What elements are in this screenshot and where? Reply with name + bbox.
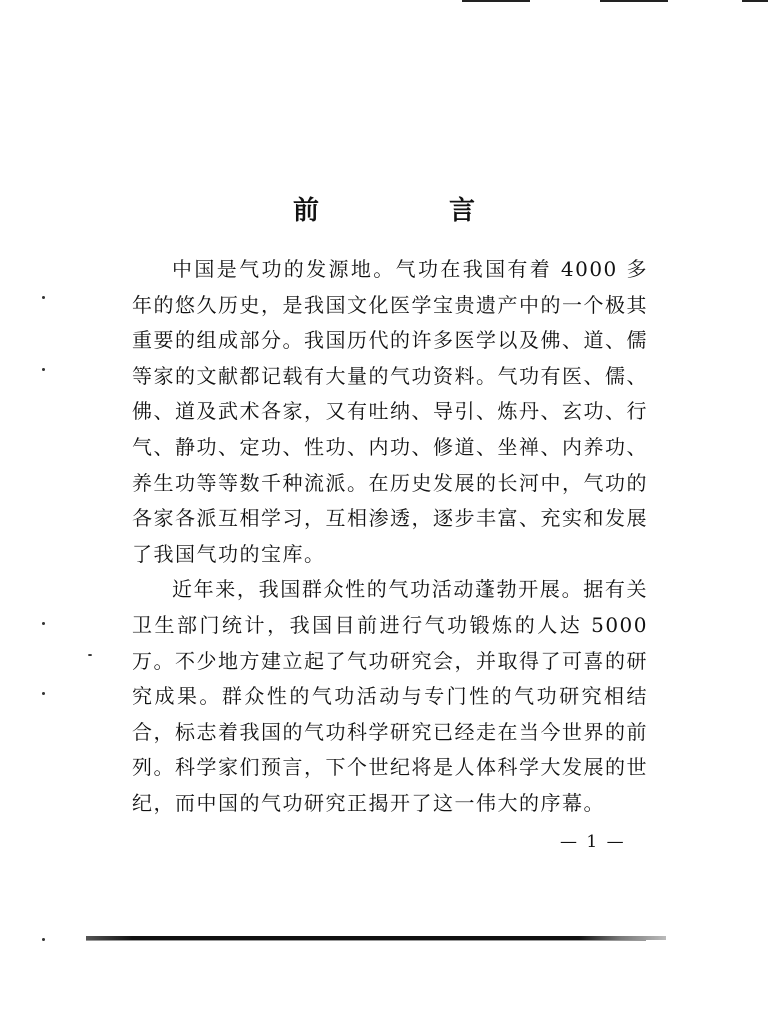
margin-dot: [42, 692, 45, 695]
paragraph-1: 中国是气功的发源地。气功在我国有着 4000 多年的悠久历史，是我国文化医学宝贵遗产中的一个极其重要的组成部分。我国历代的许多医学以及佛、道、儒等家的文献都记载有大量的气功资料。气功有医、儒、佛、道及武术各家，又有吐纳、导引、炼丹、玄功、行气、静功、定功、性功、内功、修道、坐禅、内养功、养生功等等数千种流派。在历史发展的长河中，气功的各家各派互相学习，互相渗透，逐步丰富、充实和发展了我国气功的宝库。: [132, 257, 648, 566]
margin-dot: [42, 622, 45, 625]
top-rule-left: [462, 0, 530, 2]
page-title: 前 言: [292, 196, 527, 226]
margin-dot: [42, 938, 45, 941]
paragraph-2: 近年来，我国群众性的气功活动蓬勃开展。据有关卫生部门统计，我国目前进行气功锻炼的人达 5000 万。不少地方建立起了气功研究会，并取得了可喜的研究成果。群众性的气功活动与专门性的气功研究相结合，标志着我国的气功科学研究已经走在当今世界的前列。科学家们预言，下个世纪将是人体科学大发展的世纪，而中国的气功研究正揭开了这一伟大的序幕。: [132, 577, 648, 815]
margin-dot: [88, 654, 92, 656]
margin-dot: [42, 368, 45, 371]
top-rule-right: [600, 0, 668, 2]
margin-dot: [42, 296, 45, 299]
page-number: — 1 —: [560, 832, 626, 852]
top-rule-edge: [742, 0, 768, 2]
bottom-rule-shadow: [86, 940, 646, 941]
body-text: [132, 252, 648, 822]
